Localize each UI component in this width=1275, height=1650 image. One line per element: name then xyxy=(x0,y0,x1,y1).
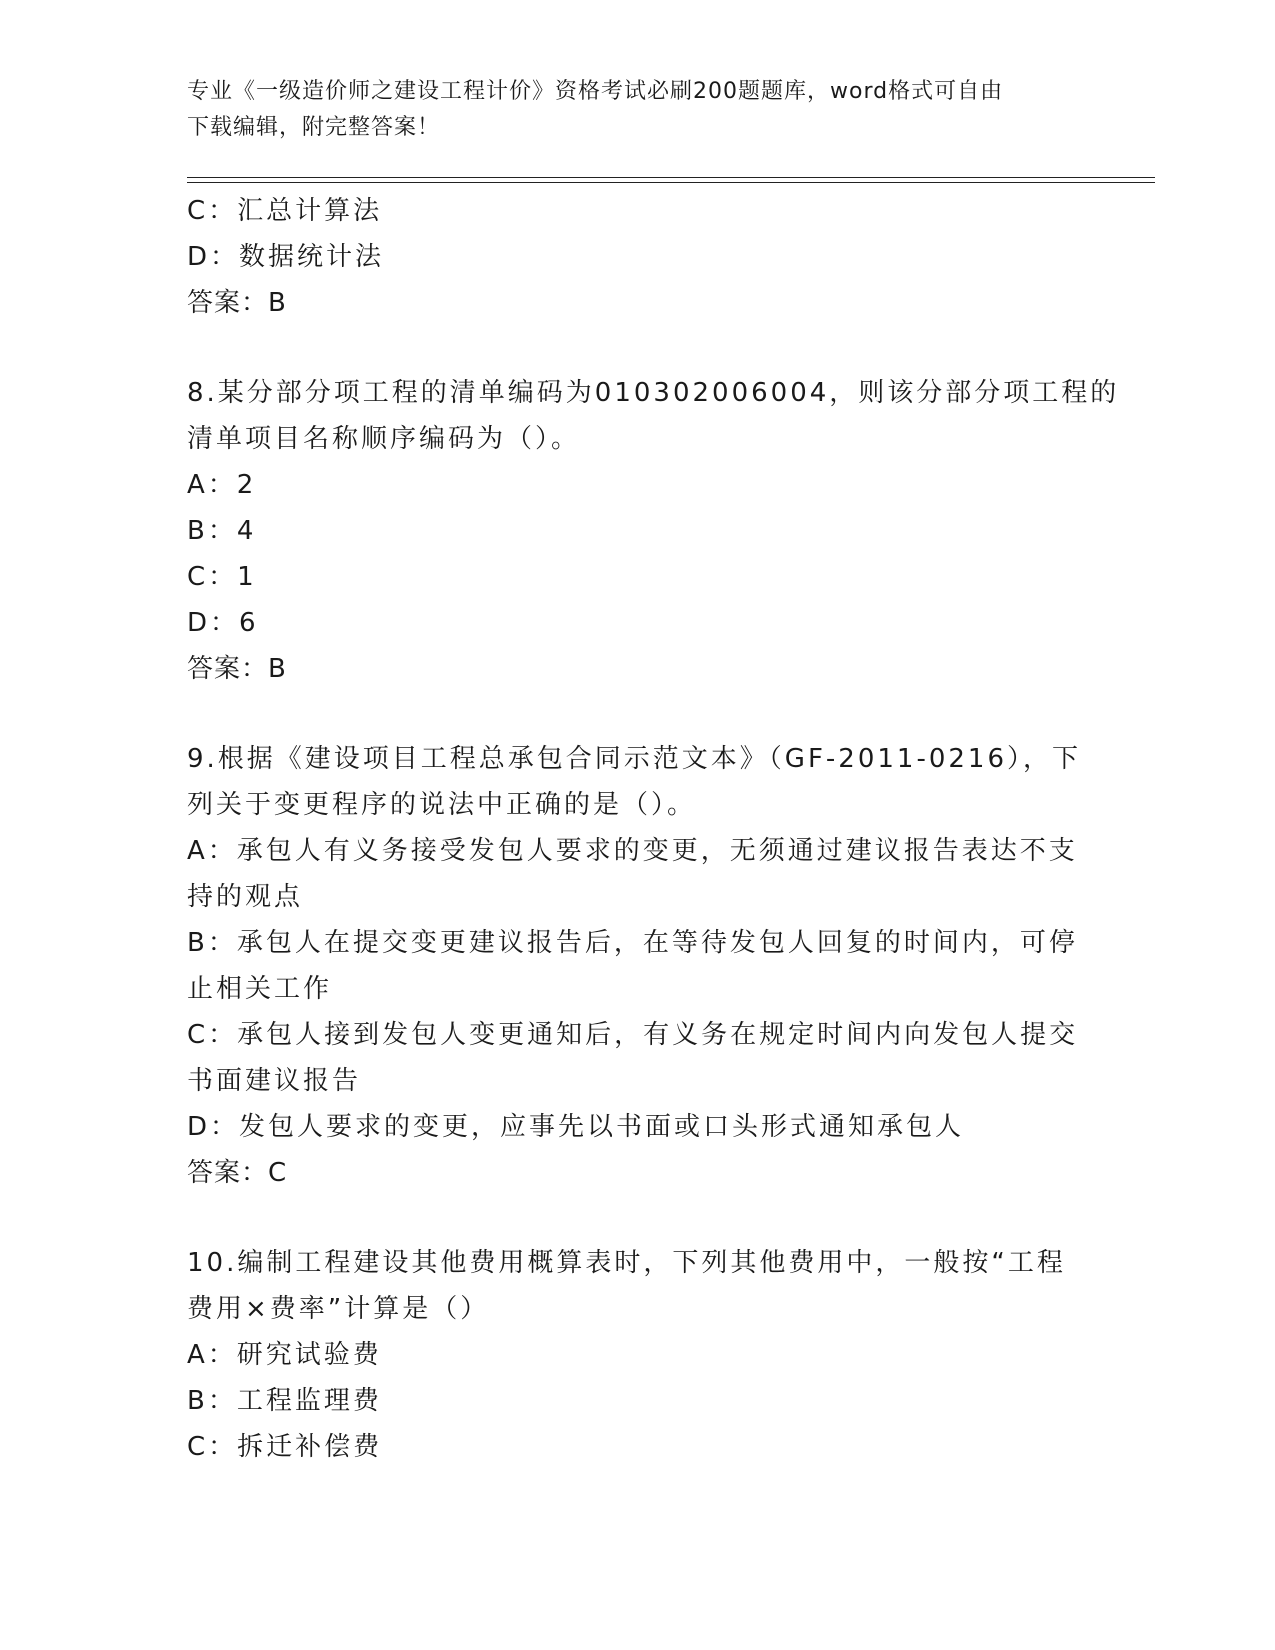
answer: 答案：B xyxy=(187,654,287,684)
option-a: A：2 xyxy=(187,470,257,500)
question-8 xyxy=(187,370,1120,692)
question-content xyxy=(187,188,1120,1470)
header-divider xyxy=(187,177,1155,178)
option-c: C：1 xyxy=(187,562,257,592)
spacer xyxy=(187,326,1087,370)
option-c-continued: 书面建议报告 xyxy=(187,1066,362,1096)
question-stem-line: 列关于变更程序的说法中正确的是（）。 xyxy=(187,790,697,820)
question-10 xyxy=(187,1240,1087,1470)
question-stem-line: 9.根据《建设项目工程总承包合同示范文本》（GF-2011-0216），下 xyxy=(187,744,1082,774)
option-a: A：研究试验费 xyxy=(187,1340,382,1370)
question-stem-line: 8.某分部分项工程的清单编码为010302006004，则该分部分项工程的 xyxy=(187,378,1120,408)
document-header xyxy=(187,74,1067,146)
question-9 xyxy=(187,736,1087,1196)
option-b-continued: 止相关工作 xyxy=(187,974,333,1004)
option-d: D：发包人要求的变更，应事先以书面或口头形式通知承包人 xyxy=(187,1112,965,1142)
question-stem-line: 费用×费率”计算是（） xyxy=(187,1294,490,1324)
header-divider-secondary xyxy=(187,182,1155,183)
option-d: D：数据统计法 xyxy=(187,242,385,272)
question-stem-line: 清单项目名称顺序编码为（）。 xyxy=(187,424,581,454)
spacer xyxy=(187,692,1087,736)
option-d: D：6 xyxy=(187,608,259,638)
option-a: A：承包人有义务接受发包人要求的变更，无须通过建议报告表达不支 xyxy=(187,836,1078,866)
header-line-2: 下载编辑，附完整答案！ xyxy=(187,115,441,140)
spacer xyxy=(187,1196,1087,1240)
option-c: C：承包人接到发包人变更通知后，有义务在规定时间内向发包人提交 xyxy=(187,1020,1079,1050)
answer: 答案：B xyxy=(187,288,287,318)
option-b: B：工程监理费 xyxy=(187,1386,382,1416)
answer: 答案：C xyxy=(187,1158,288,1188)
option-b: B：4 xyxy=(187,516,257,546)
option-b: B：承包人在提交变更建议报告后，在等待发包人回复的时间内，可停 xyxy=(187,928,1078,958)
option-a-continued: 持的观点 xyxy=(187,882,304,912)
option-c: C：拆迁补偿费 xyxy=(187,1432,383,1462)
option-c: C：汇总计算法 xyxy=(187,196,383,226)
previous-question-block xyxy=(187,188,1087,326)
question-stem-line: 10.编制工程建设其他费用概算表时，下列其他费用中，一般按“工程 xyxy=(187,1248,1066,1278)
header-line-1: 专业《一级造价师之建设工程计价》资格考试必刷200题题库，word格式可自由 xyxy=(187,79,1004,104)
